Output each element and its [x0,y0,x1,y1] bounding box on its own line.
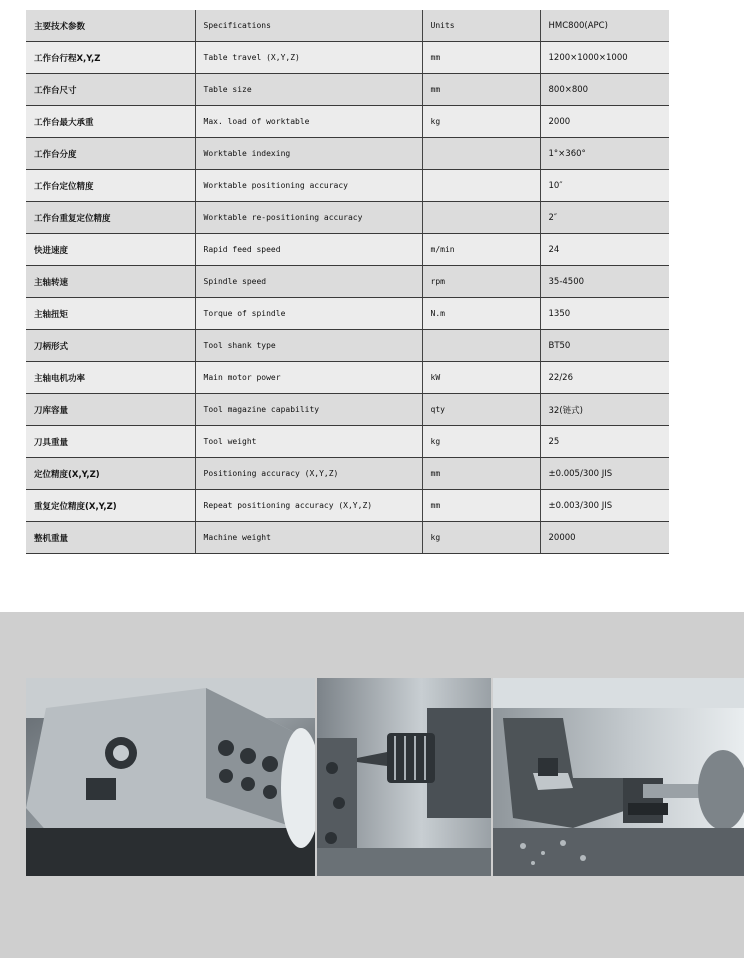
spec-name-cn: 刀库容量 [26,394,195,426]
spec-unit: mm [422,42,540,74]
machine-bed-photo [26,678,315,876]
spec-table-row [26,394,669,426]
spec-table [26,9,669,554]
spec-table-row [26,522,669,554]
spec-name-cn: 工作台定位精度 [26,170,195,202]
spec-table-header-row [26,10,669,42]
spec-name-en: Tool weight [195,426,422,458]
spec-table-row [26,202,669,234]
spec-unit [422,202,540,234]
spindle-tool-photo [317,678,491,876]
spec-name-en: Worktable re-positioning accuracy [195,202,422,234]
spec-name-en: Specifications [195,10,422,42]
spec-name-en: Repeat positioning accuracy (X,Y,Z) [195,490,422,522]
spec-name-cn: 工作台分度 [26,138,195,170]
spec-name-en: Main motor power [195,362,422,394]
spec-value: 2000 [540,106,669,138]
spec-value: 24 [540,234,669,266]
spec-value: HMC800(APC) [540,10,669,42]
spec-table-row [26,426,669,458]
spec-name-en: Max. load of worktable [195,106,422,138]
spec-table-row [26,106,669,138]
spec-name-cn: 工作台行程X,Y,Z [26,42,195,74]
spec-unit: kW [422,362,540,394]
spec-name-en: Spindle speed [195,266,422,298]
spec-name-en: Tool magazine capability [195,394,422,426]
spec-name-en: Machine weight [195,522,422,554]
spec-unit: rpm [422,266,540,298]
spec-unit: N.m [422,298,540,330]
spec-unit: m/min [422,234,540,266]
spec-table-row [26,330,669,362]
spec-table-row [26,74,669,106]
spec-value: 32(链式) [540,394,669,426]
machining-workpiece-photo [493,678,744,876]
spec-name-cn: 刀具重量 [26,426,195,458]
spec-unit: Units [422,10,540,42]
spec-unit: mm [422,490,540,522]
spec-name-en: Worktable indexing [195,138,422,170]
spec-unit: kg [422,426,540,458]
spec-unit: mm [422,458,540,490]
spec-unit [422,170,540,202]
spec-name-cn: 主轴扭矩 [26,298,195,330]
spec-unit [422,330,540,362]
spec-unit: kg [422,106,540,138]
spec-name-en: Table size [195,74,422,106]
spec-value: 1350 [540,298,669,330]
spec-value: 22/26 [540,362,669,394]
spec-name-cn: 工作台最大承重 [26,106,195,138]
spec-value: 2″ [540,202,669,234]
spec-name-en: Positioning accuracy (X,Y,Z) [195,458,422,490]
spec-value: ±0.003/300 JIS [540,490,669,522]
spec-table-row [26,362,669,394]
spec-name-cn: 主轴转速 [26,266,195,298]
spec-value: BT50 [540,330,669,362]
spec-name-en: Worktable positioning accuracy [195,170,422,202]
spec-value: 10″ [540,170,669,202]
spec-table-row [26,170,669,202]
spec-name-cn: 主轴电机功率 [26,362,195,394]
spec-unit: qty [422,394,540,426]
spec-name-en: Rapid feed speed [195,234,422,266]
spec-name-en: Table travel (X,Y,Z) [195,42,422,74]
spec-name-en: Tool shank type [195,330,422,362]
spec-table-row [26,234,669,266]
spec-value: 800×800 [540,74,669,106]
spec-value: ±0.005/300 JIS [540,458,669,490]
spec-table-row [26,490,669,522]
spec-unit: mm [422,74,540,106]
spec-name-cn: 重复定位精度(X,Y,Z) [26,490,195,522]
spec-name-cn: 快进速度 [26,234,195,266]
spec-table-row [26,138,669,170]
spec-name-cn: 主要技术参数 [26,10,195,42]
spec-value: 1°×360° [540,138,669,170]
spec-name-cn: 工作台重复定位精度 [26,202,195,234]
spec-table-body [26,10,669,554]
spec-unit [422,138,540,170]
spec-name-en: Torque of spindle [195,298,422,330]
spec-unit: kg [422,522,540,554]
spec-value: 25 [540,426,669,458]
spec-table-row [26,298,669,330]
spec-name-cn: 工作台尺寸 [26,74,195,106]
spec-value: 1200×1000×1000 [540,42,669,74]
spec-value: 20000 [540,522,669,554]
spec-name-cn: 刀柄形式 [26,330,195,362]
spec-name-cn: 整机重量 [26,522,195,554]
spec-name-cn: 定位精度(X,Y,Z) [26,458,195,490]
spec-table-row [26,458,669,490]
spec-table-row [26,266,669,298]
spec-table-row [26,42,669,74]
spec-value: 35-4500 [540,266,669,298]
